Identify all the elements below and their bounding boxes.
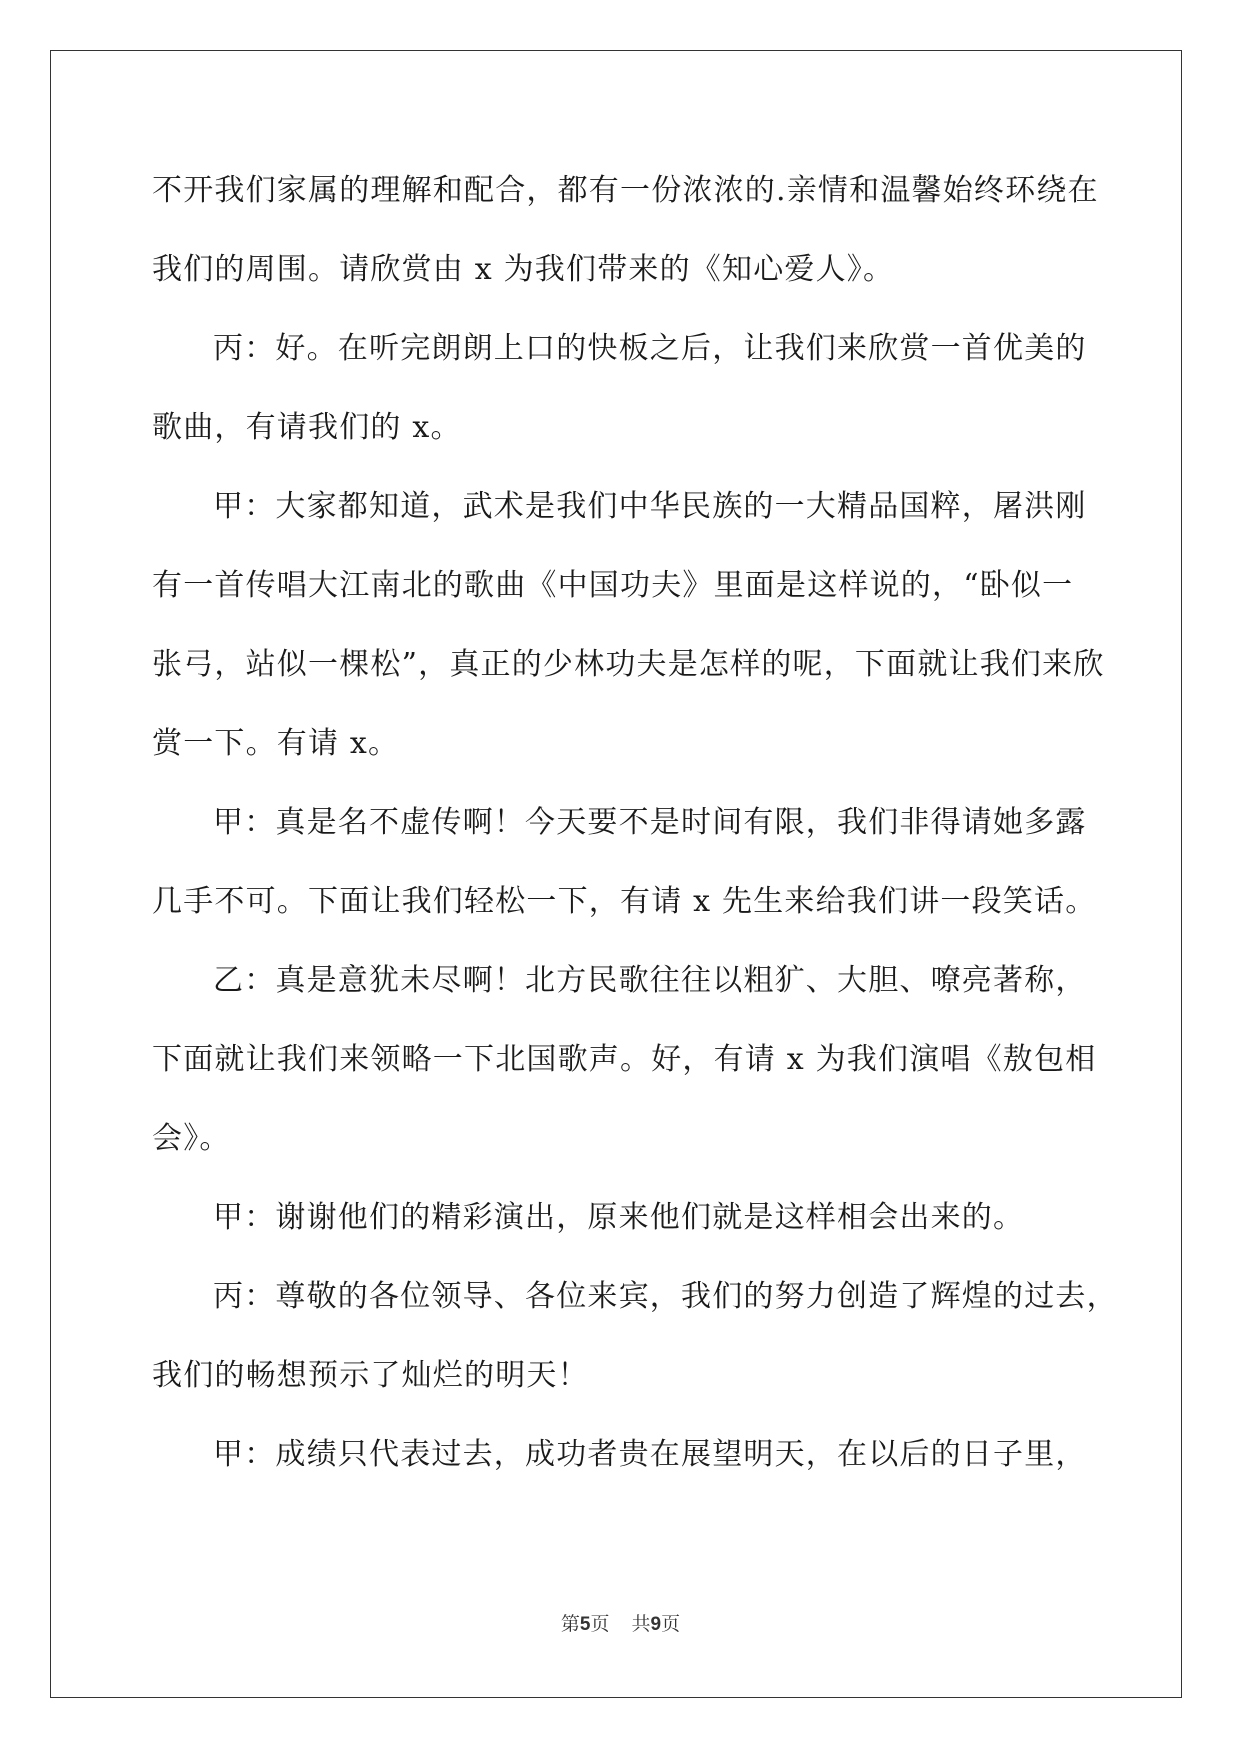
text-line: 不开我们家属的理解和配合，都有一份浓浓的.亲情和温馨始终环绕在 (152, 173, 1099, 208)
text-line: 丙：尊敬的各位领导、各位来宾，我们的努力创造了辉煌的过去， (213, 1279, 1118, 1314)
total-prefix: 共 (631, 1613, 651, 1635)
text-line: 甲：成绩只代表过去，成功者贵在展望明天，在以后的日子里， (213, 1437, 1087, 1472)
text-line: 丙：好。在听完朗朗上口的快板之后，让我们来欣赏一首优美的 (213, 331, 1087, 366)
text-line: 赏一下。有请 x。 (152, 726, 400, 761)
text-line: 张弓，站似一棵松”，真正的少林功夫是怎样的呢，下面就让我们来欣 (152, 647, 1105, 682)
text-line: 我们的周围。请欣赏由 x 为我们带来的《知心爱人》。 (152, 252, 895, 287)
page-prefix: 第 (560, 1613, 580, 1635)
text-line: 乙：真是意犹未尽啊！北方民歌往往以粗犷、大胆、嘹亮著称， (213, 963, 1087, 998)
text-line: 会》。 (152, 1121, 231, 1156)
text-line: 甲：大家都知道，武术是我们中华民族的一大精品国粹，屠洪刚 (213, 489, 1087, 524)
text-line: 有一首传唱大江南北的歌曲《中国功夫》里面是这样说的，“卧似一 (152, 568, 1074, 603)
page-footer (0, 1612, 1241, 1637)
text-line: 歌曲，有请我们的 x。 (152, 410, 462, 445)
total-suffix: 页 (661, 1613, 681, 1635)
text-line: 下面就让我们来领略一下北国歌声。好，有请 x 为我们演唱《敖包相 (152, 1042, 1097, 1077)
text-line: 我们的畅想预示了灿烂的明天！ (152, 1358, 589, 1393)
total-pages: 9 (650, 1614, 662, 1635)
page-number: 5 (579, 1614, 591, 1635)
text-line: 甲：谢谢他们的精彩演出，原来他们就是这样相会出来的。 (213, 1200, 1025, 1235)
text-line: 甲：真是名不虚传啊！今天要不是时间有限，我们非得请她多露 (213, 805, 1087, 840)
page-suffix: 页 (590, 1613, 610, 1635)
text-line: 几手不可。下面让我们轻松一下，有请 x 先生来给我们讲一段笑话。 (152, 884, 1097, 919)
